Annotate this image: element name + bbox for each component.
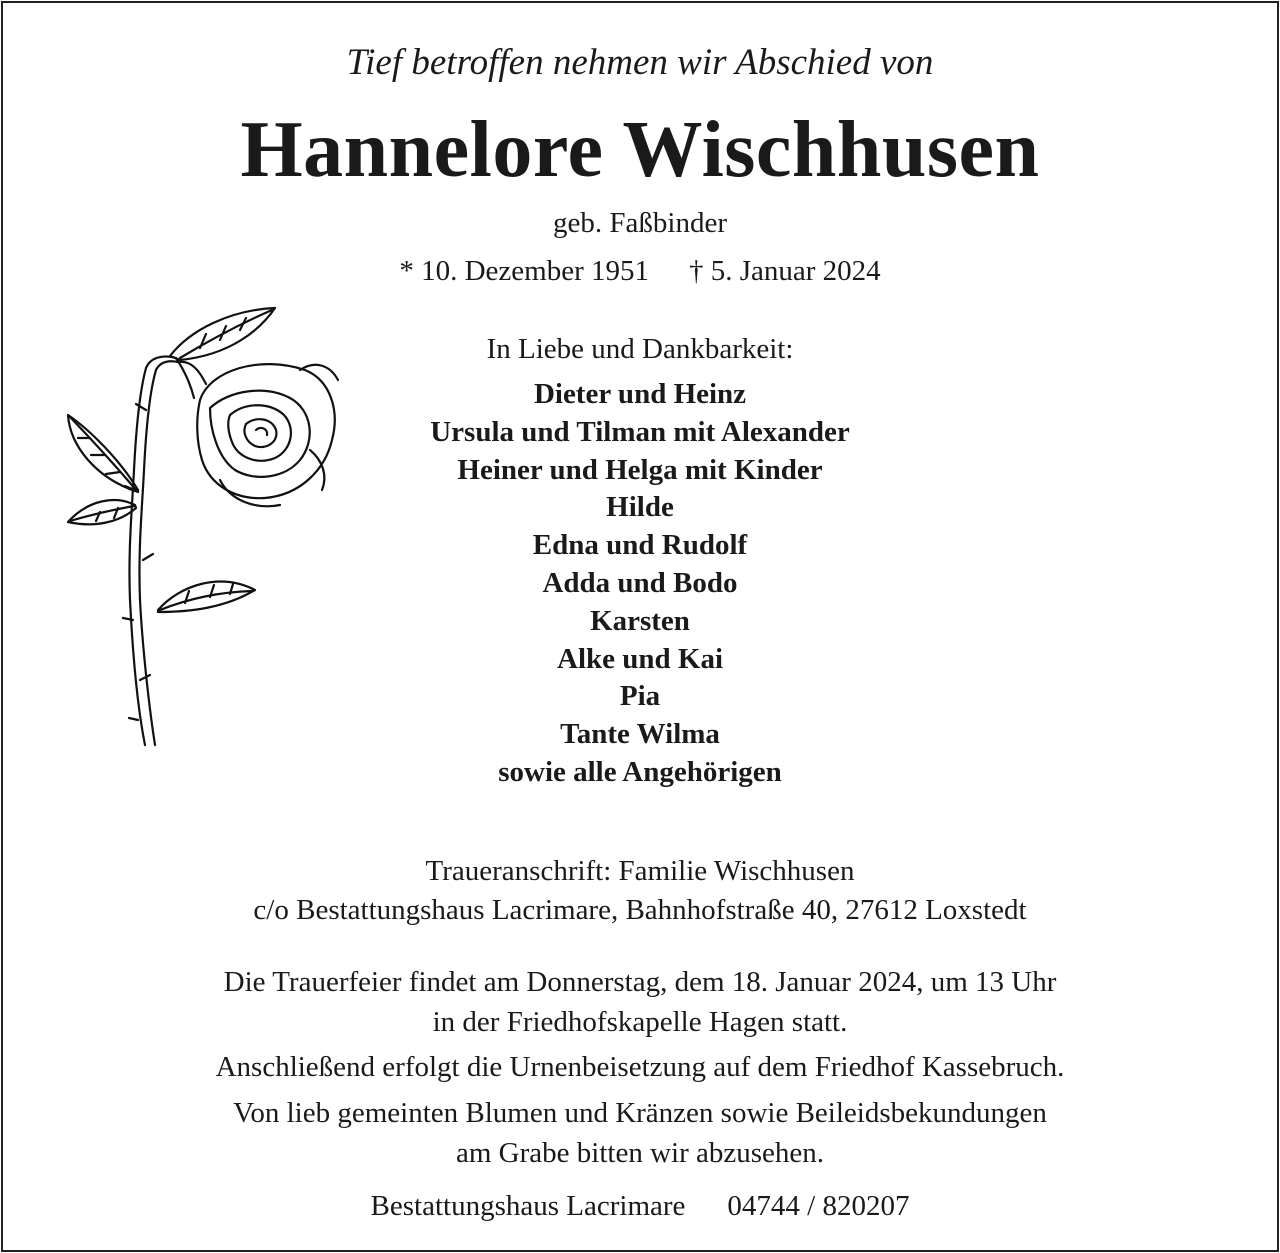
mourner-name: Edna und Rudolf (532, 529, 748, 562)
condolence-address-title: Traueranschrift: Familie Wischhusen (425, 855, 855, 887)
mourner-name: Ursula und Tilman mit Alexander (430, 415, 850, 448)
death-date: † 5. Januar 2024 (688, 255, 881, 287)
mourner-name: Adda und Bodo (542, 566, 738, 599)
service-location: in der Friedhofskapelle Hagen statt. (432, 1006, 848, 1038)
mourner-name: Pia (619, 680, 661, 713)
mourners-list (0, 376, 1280, 792)
gratitude-line: In Liebe und Dankbarkeit: (486, 333, 794, 365)
mourner-name: Hilde (606, 491, 674, 524)
service-info: Die Trauerfeier findet am Donnerstag, dem 18. Januar 2024, um 13 Uhr (223, 966, 1057, 998)
flowers-request-cont: am Grabe bitten wir abzusehen. (456, 1137, 824, 1169)
maiden-name: geb. Faßbinder (553, 207, 727, 239)
mourner-name: Alke und Kai (557, 642, 723, 675)
birth-date: * 10. Dezember 1951 (399, 255, 649, 287)
mourner-name: Karsten (590, 604, 690, 637)
burial-info: Anschließend erfolgt die Urnenbeisetzung auf dem Friedhof Kassebruch. (215, 1051, 1065, 1083)
mourner-name: sowie alle Angehörigen (498, 755, 782, 788)
deceased-name: Hannelore Wischhusen (240, 106, 1040, 194)
mourner-name: Heiner und Helga mit Kinder (457, 453, 823, 486)
funeral-home-footer (0, 1192, 1280, 1221)
intro-text: Tief betroffen nehmen wir Abschied von (346, 42, 934, 83)
mourner-name: Dieter und Heinz (533, 378, 747, 410)
condolence-address: c/o Bestattungshaus Lacrimare, Bahnhofstraße 40, 27612 Loxstedt (253, 894, 1027, 926)
funeral-home-name: Bestattungshaus Lacrimare (370, 1190, 686, 1222)
funeral-home-phone: 04744 / 820207 (727, 1190, 910, 1222)
mourner-name: Tante Wilma (560, 718, 720, 751)
flowers-request: Von lieb gemeinten Blumen und Kränzen sowie Beileidsbekundungen (233, 1097, 1047, 1129)
life-dates (0, 257, 1280, 286)
